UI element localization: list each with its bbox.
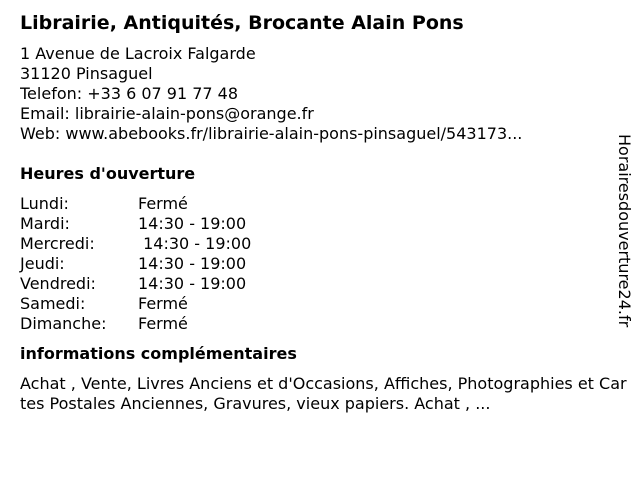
hours-row-vendredi bbox=[20, 274, 612, 294]
phone-line[interactable]: Telefon: +33 6 07 91 77 48 bbox=[20, 84, 239, 103]
day-label: Dimanche: bbox=[20, 314, 107, 333]
hours-heading: Heures d'ouverture bbox=[20, 164, 196, 183]
day-hours: 14:30 - 19:00 bbox=[138, 214, 247, 233]
day-hours: 14:30 - 19:00 bbox=[138, 254, 247, 273]
hours-row-lundi bbox=[20, 194, 612, 214]
contact-block bbox=[20, 44, 612, 144]
day-label: Mardi: bbox=[20, 214, 70, 233]
day-hours: 14:30 - 19:00 bbox=[138, 274, 247, 293]
day-label: Samedi: bbox=[20, 294, 86, 313]
business-name: Librairie, Antiquités, Brocante Alain Pons bbox=[20, 12, 464, 34]
day-label: Mercredi: bbox=[20, 234, 95, 253]
hours-row-jeudi bbox=[20, 254, 612, 274]
email-line[interactable]: Email: librairie-alain-pons@orange.fr bbox=[20, 104, 314, 123]
day-label: Vendredi: bbox=[20, 274, 96, 293]
day-hours: 14:30 - 19:00 bbox=[138, 234, 252, 253]
info-heading: informations complémentaires bbox=[20, 344, 297, 363]
day-hours: Fermé bbox=[138, 294, 188, 313]
day-label: Jeudi: bbox=[20, 254, 65, 273]
hours-row-mardi bbox=[20, 214, 612, 234]
city-address: 31120 Pinsaguel bbox=[20, 64, 153, 83]
hours-row-dimanche bbox=[20, 314, 612, 334]
web-line[interactable]: Web: www.abebooks.fr/librairie-alain-pons-pinsaguel/543173... bbox=[20, 124, 523, 143]
day-hours: Fermé bbox=[138, 314, 188, 333]
site-watermark: Horairesdouverture24.fr bbox=[615, 134, 634, 328]
info-text: Achat , Vente, Livres Anciens et d'Occasions, Affiches, Photographies et Cartes Postales Anciennes, Gravures, vieux papiers. Achat , ... bbox=[20, 374, 627, 413]
hours-row-samedi bbox=[20, 294, 612, 314]
hours-table bbox=[20, 194, 612, 334]
street-address: 1 Avenue de Lacroix Falgarde bbox=[20, 44, 256, 63]
hours-row-mercredi bbox=[20, 234, 612, 254]
day-hours: Fermé bbox=[138, 194, 188, 213]
day-label: Lundi: bbox=[20, 194, 69, 213]
